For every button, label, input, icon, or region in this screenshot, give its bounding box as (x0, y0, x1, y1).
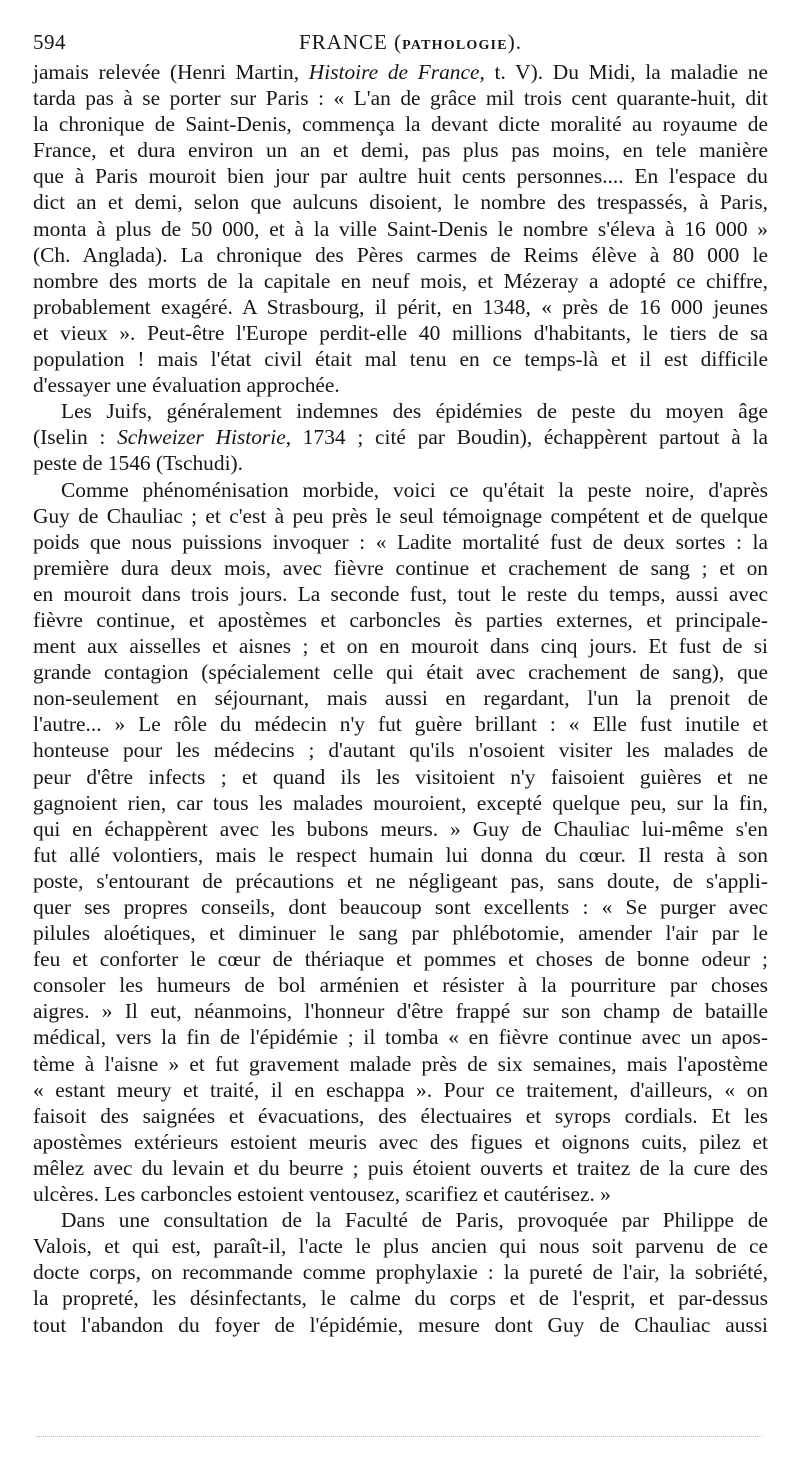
text-run: quer ses propres conseils, dont beaucoup sont excellents : « Se purger avec (33, 895, 768, 919)
text-run: non-seulement en séjournant, mais aussi en regardant, l'un la prenoit de (33, 686, 768, 711)
text-line (33, 163, 768, 189)
text-run: (Ch. Anglada). La chronique des Pères carmes de Reims élève à 80 000 le (33, 242, 768, 267)
text-line (33, 85, 768, 111)
text-line (33, 294, 768, 320)
text-run: Valois, et qui est, paraît-il, l'acte le plus ancien qui nous soit parvenu de ce (33, 1234, 768, 1259)
paragraph (33, 1207, 768, 1337)
text-line (33, 816, 768, 842)
text-line (33, 842, 768, 868)
text-run: tout l'abandon du foyer de l'épidémie, mesure dont Guy de Chauliac aussi (33, 1312, 768, 1337)
text-line (33, 659, 768, 685)
text-run: apostèmes extérieurs estoient meuris avec des figues et oignons cuits, pilez et (33, 1129, 768, 1154)
text-run: jamais relevée (Henri Martin, (33, 60, 309, 84)
running-title-close: ). (507, 30, 522, 54)
text-line (33, 216, 768, 242)
text-run: dict an et demi, selon que aulcuns disoient, le nombre des trespassés, à Paris, (33, 190, 768, 215)
text-line (33, 920, 768, 946)
text-line (33, 398, 768, 424)
running-header (33, 30, 768, 56)
italic-title: Histoire de France (308, 60, 480, 84)
text-line (33, 268, 768, 294)
text-line (33, 189, 768, 215)
text-run: faisoit des saignées et évacuations, des électuaires et syrops cordials. Et les (33, 1103, 768, 1128)
text-run: Guy de Chauliac ; et c'est à peu près le seul témoignage compétent et de quelque (33, 503, 768, 528)
text-run: mêlez avec du levain et du beurre ; puis étoient ouverts et traitez de la cure des (33, 1155, 768, 1180)
text-line (33, 633, 768, 659)
page-number: 594 (33, 30, 66, 54)
text-line (33, 685, 768, 711)
text-line (33, 1233, 768, 1259)
text-line (33, 111, 768, 137)
text-run: d'essayer une évaluation approchée. (33, 373, 340, 398)
paragraph (33, 477, 768, 1208)
text-line (33, 529, 768, 555)
text-line (33, 503, 768, 529)
text-run: gagnoient rien, car tous les malades mouroient, excepté quelque peu, sur la fin, (33, 790, 768, 815)
text-run: fièvre continue, et apostèmes et carboncles ès parties externes, et principale- (33, 607, 768, 632)
text-line (33, 137, 768, 163)
text-run: monta à plus de 50 000, et à la ville Saint-Denis le nombre s'éleva à 16 000 » (33, 216, 768, 241)
text-line (33, 477, 768, 503)
text-run: Comme phénoménisation morbide, voici ce qu'était la peste noire, d'après (61, 477, 768, 502)
text-run: peste de 1546 (Tschudi). (33, 451, 243, 476)
text-line (33, 372, 768, 398)
text-line (33, 998, 768, 1024)
text-run: aigres. » Il eut, néanmoins, l'honneur d'être frappé sur son champ de bataille (33, 999, 768, 1024)
bottom-dotted-rule (36, 1436, 762, 1437)
text-line (33, 868, 768, 894)
text-run: Les Juifs, généralement indemnes des épidémies de peste du moyen âge (61, 399, 768, 424)
text-run: ment aux aisselles et aisnes ; et on en mouroit dans cinq jours. Et fust de si (33, 634, 768, 659)
text-line (33, 790, 768, 816)
text-run: docte corps, on recommande comme prophylaxie : la pureté de l'air, la sobriété, (33, 1260, 768, 1285)
text-run: poids que nous puissions invoquer : « Ladite mortalité fust de deux sortes : la (33, 529, 768, 554)
text-line (33, 607, 768, 633)
text-run: la propreté, les désinfectants, le calme du corps et de l'esprit, et par-dessus (33, 1286, 768, 1311)
text-line (33, 1077, 768, 1103)
text-run: , 1734 ; cité par Boudin), échappèrent partout à la (285, 425, 768, 450)
text-run: et vieux ». Peut-être l'Europe perdit-elle 40 millions d'habitants, le tiers de sa (33, 320, 768, 345)
running-title-subject: PATHOLOGIE (402, 38, 508, 53)
text-line (33, 711, 768, 737)
text-run: en mouroit dans trois jours. La seconde fust, tout le reste du temps, aussi avec (33, 581, 768, 606)
text-line (33, 555, 768, 581)
text-run: fut allé volontiers, mais le respect humain lui donna du cœur. Il resta à son (33, 842, 768, 867)
text-run: Dans une consultation de la Faculté de Paris, provoquée par Philippe de (61, 1208, 768, 1233)
text-line (33, 1285, 768, 1311)
text-line (33, 1103, 768, 1129)
text-run: la chronique de Saint-Denis, commença la devant dicte moralité au royaume de (33, 112, 768, 137)
text-line (33, 346, 768, 372)
text-run: grande contagion (spécialement celle qui était avec crachement de sang), que (33, 660, 768, 685)
text-run: feu et conforter le cœur de thériaque et pommes et choses de bonne odeur ; (33, 947, 768, 972)
text-run: tème à l'aisne » et fut gravement malade près de six semaines, mais l'apostème (33, 1051, 768, 1076)
text-run: pilules aloétiques, et diminuer le sang par phlébotomie, amender l'air par le (33, 921, 768, 946)
text-line (33, 1207, 768, 1233)
text-line (33, 1312, 768, 1338)
text-run: tarda pas à se porter sur Paris : « L'an de grâce mil trois cent quarante-huit, dit (33, 86, 768, 111)
text-run: (Iselin : (33, 425, 118, 450)
text-run: poste, s'entourant de précautions et ne négligeant pas, sans doute, de s'appli- (33, 868, 768, 893)
text-line (33, 59, 768, 85)
text-run: qui en échappèrent avec les bubons meurs. » Guy de Chauliac lui-même s'en (33, 816, 768, 841)
text-run: première dura deux mois, avec fièvre continue et crachement de sang ; et on (33, 555, 768, 580)
text-run: population ! mais l'état civil était mal tenu en ce temps-là et il est difficile (33, 347, 768, 372)
text-line (33, 972, 768, 998)
text-run: probablement exagéré. A Strasbourg, il périt, en 1348, « près de 16 000 jeunes (33, 294, 768, 319)
text-line (33, 1051, 768, 1077)
text-run: France, et dura environ un an et demi, pas plus pas moins, en tele manière (33, 138, 768, 163)
text-run: l'autre... » Le rôle du médecin n'y fut guère brillant : « Elle fust inutile et (33, 712, 768, 737)
text-run: « estant meury et traité, il en eschappa ». Pour ce traitement, d'ailleurs, « on (33, 1077, 768, 1102)
text-line (33, 1129, 768, 1155)
paragraph (33, 398, 768, 476)
text-line (33, 946, 768, 972)
text-run: , t. V). Du Midi, la maladie ne (479, 60, 768, 84)
text-line (33, 1155, 768, 1181)
text-line (33, 1259, 768, 1285)
paragraph (33, 59, 768, 398)
body-text (33, 59, 768, 1338)
text-run: médical, vers la fin de l'épidémie ; il tomba « en fièvre continue avec un apos- (33, 1025, 768, 1050)
text-line (33, 737, 768, 763)
text-line (33, 894, 768, 920)
text-line (33, 581, 768, 607)
running-title (33, 30, 768, 55)
text-line (33, 764, 768, 790)
italic-title: Schweizer Historie (117, 425, 286, 450)
text-line (33, 1024, 768, 1050)
text-run: peur d'être infects ; et quand ils les visitoient n'y faisoient guières et ne (33, 764, 768, 789)
text-line (33, 1181, 768, 1207)
text-run: nombre des morts de la capitale en neuf mois, et Mézeray a adopté ce chiffre, (33, 268, 768, 293)
text-run: que à Paris mouroit bien jour par aultre huit cents personnes.... En l'espace du (33, 164, 768, 189)
running-title-main: FRANCE ( (299, 30, 403, 54)
text-run: consoler les humeurs de bol arménien et résister à la pourriture par choses (33, 973, 768, 998)
text-run: honteuse pour les médecins ; d'autant qu'ils n'osoient visiter les malades de (33, 738, 768, 763)
text-line (33, 450, 768, 476)
text-line (33, 424, 768, 450)
text-line (33, 320, 768, 346)
text-line (33, 242, 768, 268)
text-run: ulcères. Les carboncles estoient ventousez, scarifiez et cautérisez. » (33, 1182, 611, 1207)
